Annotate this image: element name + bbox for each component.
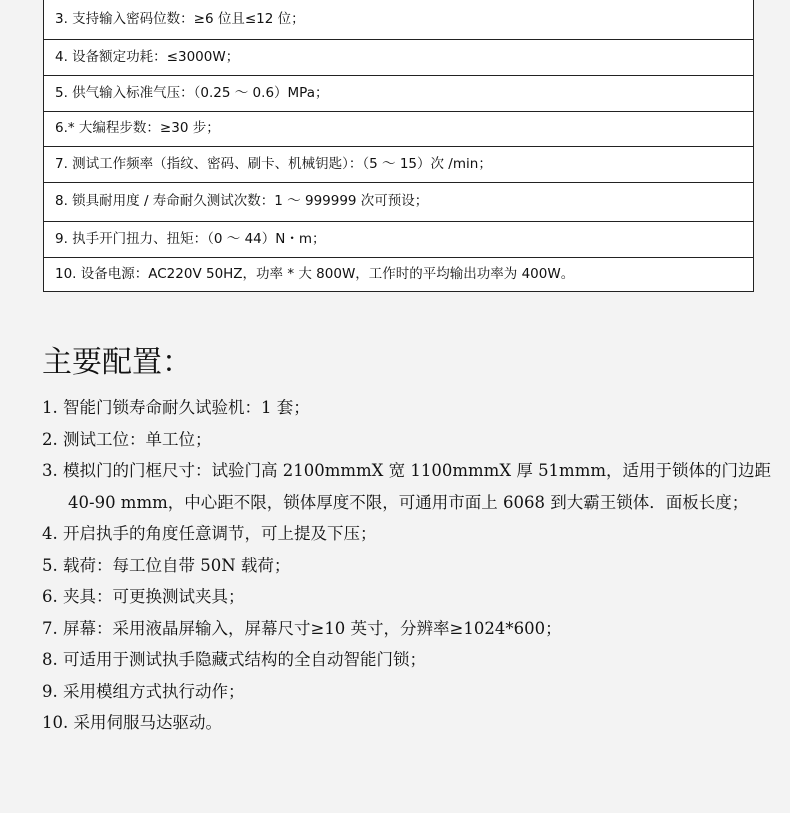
list-item-text: 7. 屏幕：采用液晶屏输入，屏幕尺寸≥10 英寸，分辨率≥1024*600； bbox=[42, 618, 562, 638]
list-item-continuation: 40-90 mmm，中心距不限，锁体厚度不限，可通用市面上 6068 到大霸王锁体．面板长度； bbox=[68, 492, 749, 512]
spec-cell: 8. 锁具耐用度 / 寿命耐久测试次数：1 ～ 999999 次可预设； bbox=[44, 183, 754, 222]
list-item-text: 8. 可适用于测试执手隐藏式结构的全自动智能门锁； bbox=[42, 650, 426, 669]
list-item bbox=[42, 613, 771, 645]
list-item bbox=[42, 644, 771, 676]
list-item bbox=[42, 424, 771, 456]
list-item bbox=[42, 392, 771, 424]
spec-row bbox=[44, 76, 754, 112]
list-item bbox=[42, 550, 771, 582]
spec-table bbox=[43, 0, 754, 292]
list-item-text: 4. 开启执手的角度任意调节，可上提及下压； bbox=[42, 524, 377, 543]
config-list bbox=[42, 392, 771, 739]
spec-cell: 3. 支持输入密码位数：≥6 位且≤12 位； bbox=[44, 0, 754, 40]
list-item bbox=[42, 676, 771, 708]
list-item bbox=[42, 581, 771, 613]
list-item-text: 10. 采用伺服马达驱动。 bbox=[42, 713, 222, 732]
list-item bbox=[42, 455, 771, 518]
list-item-text: 1. 智能门锁寿命耐久试验机：1 套； bbox=[42, 398, 310, 417]
spec-row bbox=[44, 183, 754, 222]
spec-cell: 9. 执手开门扭力、扭矩：（0 ～ 44）N・m； bbox=[44, 222, 754, 258]
spec-cell: 10. 设备电源：AC220V 50HZ，功率 * 大 800W，工作时的平均输出功率为 400W。 bbox=[44, 258, 754, 292]
list-item-text: 3. 模拟门的门框尺寸：试验门高 2100mmmX 宽 1100mmmX 厚 51mmm，适用于锁体的门边距 bbox=[42, 461, 771, 480]
spec-row bbox=[44, 112, 754, 147]
section-title: 主要配置： bbox=[42, 345, 192, 380]
list-item-text: 5. 载荷：每工位自带 50N 载荷； bbox=[42, 555, 291, 575]
spec-row bbox=[44, 147, 754, 183]
spec-cell: 5. 供气输入标准气压：（0.25 ～ 0.6）MPa； bbox=[44, 76, 754, 112]
list-item-text: 2. 测试工位：单工位； bbox=[42, 429, 212, 449]
spec-cell: 7. 测试工作频率（指纹、密码、刷卡、机械钥匙）：（5 ～ 15）次 /min； bbox=[44, 147, 754, 183]
list-item-text: 6. 夹具：可更换测试夹具； bbox=[42, 587, 245, 606]
spec-row bbox=[44, 258, 754, 292]
spec-row bbox=[44, 0, 754, 40]
spec-row bbox=[44, 222, 754, 258]
spec-row bbox=[44, 40, 754, 76]
spec-cell: 6.* 大编程步数：≥30 步； bbox=[44, 112, 754, 147]
list-item bbox=[42, 518, 771, 550]
spec-cell: 4. 设备额定功耗：≤3000W； bbox=[44, 40, 754, 76]
list-item-text: 9. 采用模组方式执行动作； bbox=[42, 681, 245, 701]
list-item bbox=[42, 707, 771, 739]
